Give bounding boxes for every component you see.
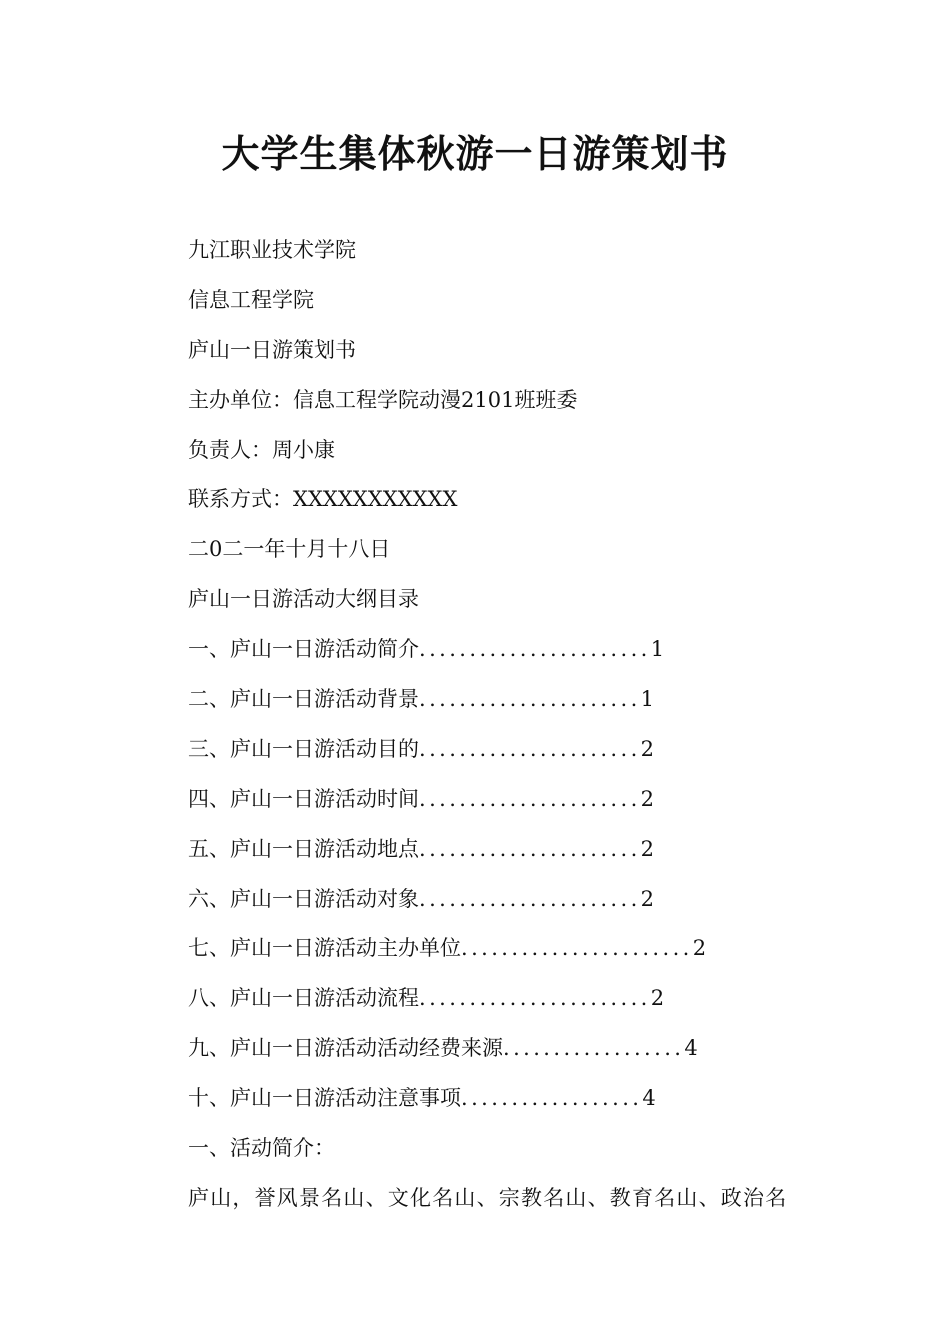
- toc-entry-leader: .......................: [419, 637, 651, 662]
- toc-entry-label: 九、庐山一日游活动活动经费来源: [188, 1036, 503, 1061]
- toc-entry-label: 四、庐山一日游活动时间: [188, 786, 419, 811]
- toc-entry: [188, 629, 828, 679]
- toc-entry-leader: ..................: [461, 1086, 643, 1111]
- toc-entry: [188, 928, 828, 978]
- toc-entry: [188, 779, 828, 829]
- toc-entry-leader: ......................: [419, 886, 641, 911]
- toc-entry: [188, 729, 828, 779]
- toc-entry-leader: ..................: [503, 1036, 685, 1061]
- section-heading: 一、活动简介：: [188, 1136, 335, 1161]
- toc-entry-page: 1: [640, 687, 655, 712]
- toc-entry-leader: ......................: [419, 786, 641, 811]
- toc-entry-page: 2: [650, 986, 665, 1011]
- organizer-line: 主办单位：信息工程学院动漫2101班班委: [188, 387, 578, 412]
- document-body: [188, 230, 828, 1228]
- toc-heading: 庐山一日游活动大纲目录: [188, 587, 419, 612]
- document-title: 大学生集体秋游一日游策划书: [221, 132, 729, 176]
- toc-entry-page: 2: [640, 836, 655, 861]
- toc-entry-page: 4: [642, 1086, 656, 1111]
- toc-entry-label: 八、庐山一日游活动流程: [188, 986, 419, 1011]
- toc-entry-leader: ......................: [419, 736, 641, 761]
- school-name: 九江职业技术学院: [188, 238, 356, 262]
- toc-entry-leader: .......................: [419, 986, 651, 1011]
- toc-entry-page: 4: [684, 1036, 698, 1061]
- toc-entry-label: 一、庐山一日游活动简介: [188, 637, 419, 662]
- toc-entry-label: 六、庐山一日游活动对象: [188, 886, 419, 911]
- toc-entry-page: 2: [640, 736, 655, 761]
- toc-entry-page: 2: [692, 936, 707, 961]
- toc-entry-page: 2: [640, 786, 655, 811]
- toc-entry: [188, 829, 828, 879]
- toc-entry-leader: ......................: [419, 836, 641, 861]
- toc-entry-label: 五、庐山一日游活动地点: [188, 836, 419, 861]
- toc-entry: [188, 679, 828, 729]
- toc-entry-label: 三、庐山一日游活动目的: [188, 736, 419, 761]
- toc-entry: [188, 1078, 828, 1128]
- plan-name: 庐山一日游策划书: [188, 337, 356, 362]
- intro-paragraph: 庐山，誉风景名山、文化名山、宗教名山、教育名山、政治名: [188, 1185, 788, 1210]
- contact-line: 联系方式：XXXXXXXXXXX: [188, 487, 458, 512]
- person-in-charge-line: 负责人：周小康: [188, 437, 335, 462]
- toc-entry-label: 七、庐山一日游活动主办单位: [188, 936, 461, 961]
- toc-entry-label: 二、庐山一日游活动背景: [188, 687, 419, 712]
- toc-entry: [188, 978, 828, 1028]
- toc-entry-page: 2: [640, 886, 655, 911]
- toc-entry-page: 1: [650, 637, 665, 662]
- toc-entry-label: 十、庐山一日游活动注意事项: [188, 1086, 461, 1111]
- toc-entry: [188, 879, 828, 929]
- college-name: 信息工程学院: [188, 287, 314, 312]
- toc-entry: [188, 1028, 828, 1078]
- date-line: 二0二一年十月十八日: [188, 537, 391, 562]
- toc-entry-leader: .......................: [461, 936, 693, 961]
- toc-entry-leader: ......................: [419, 687, 641, 712]
